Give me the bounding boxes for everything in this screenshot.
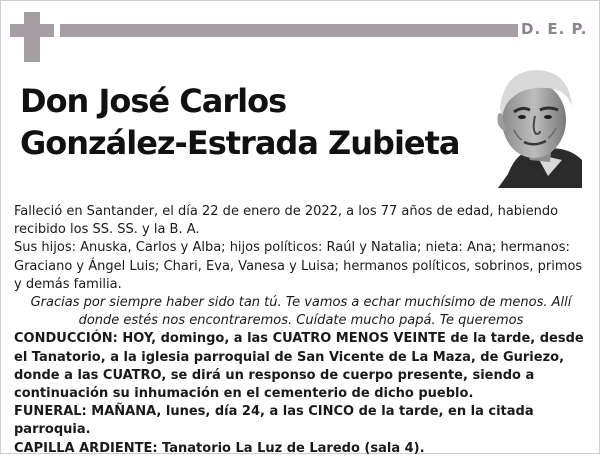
deceased-name [20,80,470,164]
family-paragraph: Sus hijos: Anuska, Carlos y Alba; hijos políticos: Raúl y Natalia; nieta: Ana; hermanos: Graciano y Ángel Luis; Chari, Eva, Vanesa y Luisa; hermanos políticos, sobrinos, primos y demás familia. [14,240,583,292]
capilla-paragraph: CAPILLA ARDIENTE: Tanatorio La Luz de Laredo (sala 4). [14,440,425,456]
header-rule [60,24,518,37]
obituary-body [14,203,588,458]
portrait-photo [478,64,582,188]
conduccion-paragraph: CONDUCCIÓN: HOY, domingo, a las CUATRO MENOS VEINTE de la tarde, desde el Tanatorio, a la iglesia parroquial de San Vicente de La Maza, de Guriezo, donde a las CUATRO, se dirá un responso de cuerpo presente, siendo a continuación su inhumación en el cementerio de dicho pueblo. [14,331,584,402]
cross-horizontal-bar [10,24,54,37]
name-line-1: Don José Carlos [20,82,287,120]
farewell-quote: Gracias por siempre haber sido tan tú. Te vamos a echar muchísimo de menos. Allí donde estés nos encontraremos. Cuídate mucho papá. Te queremos [30,295,572,329]
death-paragraph: Falleció en Santander, el día 22 de enero de 2022, a los 77 años de edad, habiendo recibido los SS. SS. y la B. A. [14,204,559,238]
funeral-paragraph: FUNERAL: MAÑANA, lunes, día 24, a las CINCO de la tarde, en la citada parroquia. [14,404,534,438]
dep-label: D. E. P. [521,20,588,38]
name-line-2: González-Estrada Zubieta [20,124,460,162]
cross-vertical-bar [24,12,40,62]
